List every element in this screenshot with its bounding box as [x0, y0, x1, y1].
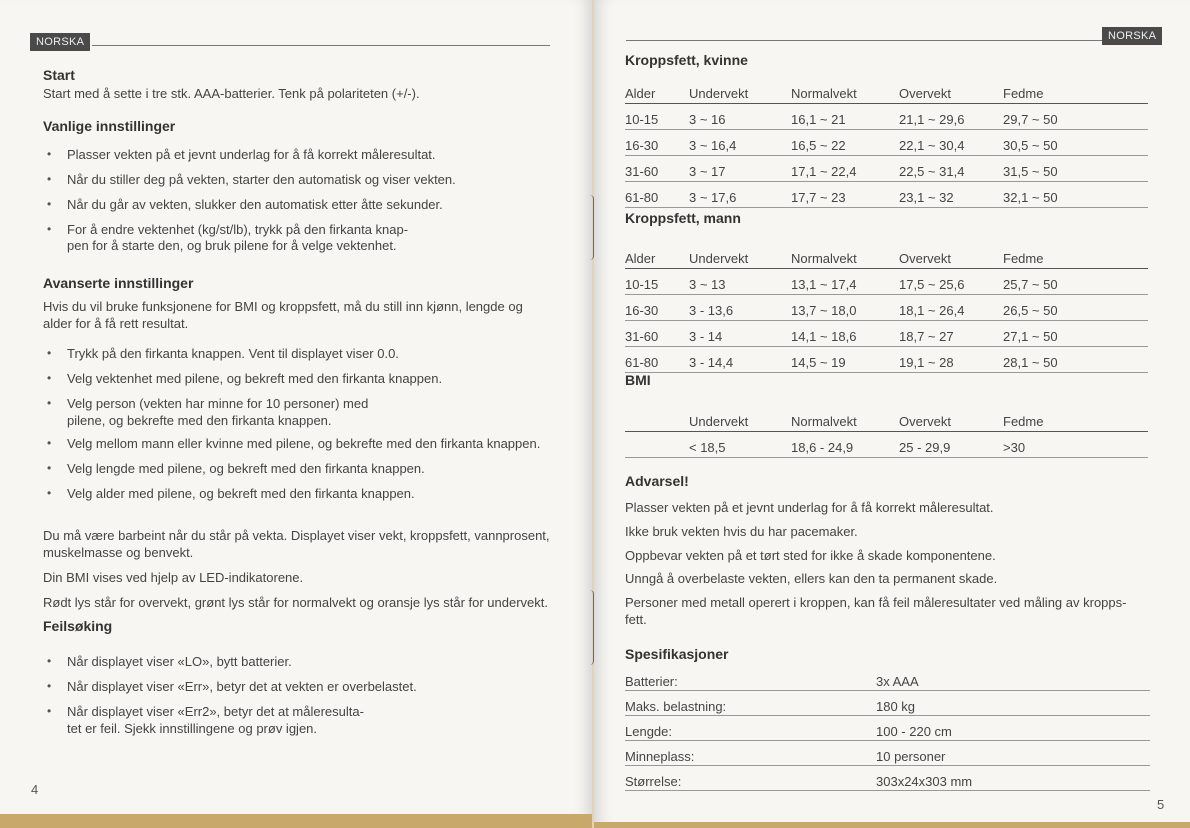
- table-cell: 17,5 ~ 25,6: [899, 277, 965, 292]
- table-cell: 13,1 ~ 17,4: [791, 277, 857, 292]
- table-cell: 3 ~ 16,4: [689, 138, 737, 153]
- table-cell: 16-30: [625, 138, 659, 153]
- list-item: • Plasser vekten på et jevnt underlag for å få korrekt måleresultat.: [43, 146, 563, 171]
- spec-value: 3x AAA: [876, 666, 1150, 691]
- list-item: • Når displayet viser «Err», betyr det at vekten er overbelastet.: [43, 678, 563, 703]
- table-cell: 14,1 ~ 18,6: [791, 329, 857, 344]
- column-header: Undervekt: [689, 251, 749, 266]
- column-header: Normalvekt: [791, 414, 857, 429]
- language-badge: NORSKA: [1102, 27, 1162, 45]
- column-header: Normalvekt: [791, 251, 857, 266]
- bmi-heading: BMI: [625, 372, 651, 388]
- women-bodyfat-table: [625, 78, 1148, 208]
- warning-line: Personer med metall operert i kroppen, kan få feil måleresultater ved måling av kropps-: [625, 595, 1127, 610]
- spec-label: Minneplass:: [625, 741, 876, 766]
- list-item-continuation: pen for å starte den, og bruk pilene for å velge vektenhet.: [67, 238, 397, 253]
- table-cell: 26,5 ~ 50: [1003, 303, 1058, 318]
- table-cell: 23,1 ~ 32: [899, 190, 954, 205]
- warning-line: Oppbevar vekten på et tørt sted for ikke å skade komponentene.: [625, 548, 996, 563]
- list-item: • For å endre vektenhet (kg/st/lb), trykk på den firkanta knap-: [43, 221, 563, 240]
- list-item: • Når du stiller deg på vekten, starter den automatisk og viser vekten.: [43, 171, 563, 196]
- paragraph-barefoot-2: muskelmasse og benvekt.: [43, 545, 194, 560]
- table-cell: 29,7 ~ 50: [1003, 112, 1058, 127]
- table-cell: 3 - 14: [689, 329, 723, 344]
- table-cell: >30: [1003, 440, 1026, 455]
- warning-line: Plasser vekten på et jevnt underlag for å få korrekt måleresultat.: [625, 500, 994, 515]
- spec-row: [625, 741, 1150, 766]
- column-header: Fedme: [1003, 86, 1044, 101]
- table-cell: 25,7 ~ 50: [1003, 277, 1058, 292]
- warning-line: Ikke bruk vekten hvis du har pacemaker.: [625, 524, 858, 539]
- page-edge-band: [594, 822, 1190, 828]
- table-cell: 3 ~ 13: [689, 277, 726, 292]
- table-cell: 10-15: [625, 112, 659, 127]
- warning-line: Unngå å overbelaste vekten, ellers kan den ta permanent skade.: [625, 571, 998, 586]
- table-cell: 30,5 ~ 50: [1003, 138, 1058, 153]
- spec-label: Størrelse:: [625, 766, 876, 791]
- table-cell: 25 - 29,9: [899, 440, 951, 455]
- table-row: [625, 130, 1148, 156]
- table-row: [625, 321, 1148, 347]
- language-badge: NORSKA: [30, 33, 90, 51]
- table-cell: 27,1 ~ 50: [1003, 329, 1058, 344]
- warning-heading: Advarsel!: [625, 473, 689, 489]
- table-cell: 3 - 14,4: [689, 355, 734, 370]
- table-cell: 3 ~ 16: [689, 112, 726, 127]
- spec-label: Maks. belastning:: [625, 691, 876, 716]
- table-cell: 32,1 ~ 50: [1003, 190, 1058, 205]
- spec-row: [625, 766, 1150, 791]
- list-item-line: pilene, og bekrefte med den firkanta knappen.: [67, 413, 332, 428]
- paragraph-bmi-led: Din BMI vises ved hjelp av LED-indikatorene.: [43, 570, 304, 585]
- list-item: • Når du går av vekten, slukker den automatisk etter åtte sekunder.: [43, 196, 563, 221]
- table-header-row: [625, 243, 1148, 269]
- table-cell: 61-80: [625, 190, 659, 205]
- start-text: Start med å sette i tre stk. AAA-batterier. Tenk på polariteten (+/-).: [43, 86, 420, 101]
- women-bodyfat-heading: Kroppsfett, kvinne: [625, 52, 748, 68]
- list-item: • Velg mellom mann eller kvinne med pilene, og bekrefte med den firkanta knappen.: [43, 435, 573, 460]
- table-row: [625, 182, 1148, 208]
- column-header: Overvekt: [899, 86, 952, 101]
- table-cell: 3 ~ 17,6: [689, 190, 737, 205]
- table-cell: 21,1 ~ 29,6: [899, 112, 965, 127]
- table-cell: 31,5 ~ 50: [1003, 164, 1058, 179]
- table-row: [625, 104, 1148, 130]
- list-item: [43, 703, 563, 739]
- table-cell: 3 - 13,6: [689, 303, 734, 318]
- header-rule: [92, 45, 550, 46]
- troubleshooting-list: [43, 653, 563, 739]
- table-cell: 3 ~ 17: [689, 164, 726, 179]
- spec-value: 303x24x303 mm: [876, 766, 1150, 791]
- table-cell: 17,7 ~ 23: [791, 190, 846, 205]
- spec-value: 10 personer: [876, 741, 1150, 766]
- column-header: Alder: [625, 251, 656, 266]
- header-rule: [626, 40, 1104, 41]
- list-item: • Velg lengde med pilene, og bekreft med den firkanta knappen.: [43, 460, 573, 485]
- page-number-left: 4: [31, 782, 39, 797]
- column-header: Overvekt: [899, 251, 952, 266]
- table-cell: 17,1 ~ 22,4: [791, 164, 857, 179]
- column-header: Normalvekt: [791, 86, 857, 101]
- page-edge-band: [0, 814, 592, 828]
- table-cell: 18,6 - 24,9: [791, 440, 854, 455]
- specifications-heading: Spesifikasjoner: [625, 646, 729, 662]
- table-cell: 28,1 ~ 50: [1003, 355, 1058, 370]
- specifications-table: [625, 666, 1150, 791]
- start-heading: Start: [43, 67, 75, 83]
- table-cell: 13,7 ~ 18,0: [791, 303, 857, 318]
- table-cell: 18,1 ~ 26,4: [899, 303, 965, 318]
- table-cell: 22,5 ~ 31,4: [899, 164, 965, 179]
- column-header: Fedme: [1003, 251, 1044, 266]
- table-cell: 16,5 ~ 22: [791, 138, 846, 153]
- table-row: [625, 295, 1148, 321]
- spec-row: [625, 716, 1150, 741]
- advanced-settings-list: [43, 345, 573, 510]
- men-bodyfat-heading: Kroppsfett, mann: [625, 210, 741, 226]
- advanced-intro-line-2: alder for å få rett resultat.: [43, 316, 189, 331]
- left-page: [0, 0, 592, 828]
- advanced-settings-heading: Avanserte innstillinger: [43, 275, 194, 291]
- basic-settings-list: [43, 146, 563, 240]
- table-row: [625, 156, 1148, 182]
- warning-line: fett.: [625, 612, 647, 627]
- spec-row: [625, 691, 1150, 716]
- table-header-row: [625, 406, 1148, 432]
- list-item-line: Velg person (vekten har minne for 10 personer) med: [67, 396, 369, 411]
- paragraph-lights: Rødt lys står for overvekt, grønt lys står for normalvekt og oransje lys står for undervekt.: [43, 595, 549, 610]
- table-cell: 19,1 ~ 28: [899, 355, 954, 370]
- table-cell: 14,5 ~ 19: [791, 355, 846, 370]
- spec-row: [625, 666, 1150, 691]
- troubleshooting-heading: Feilsøking: [43, 618, 113, 634]
- list-item: • Når displayet viser «LO», bytt batterier.: [43, 653, 563, 678]
- table-row: [625, 269, 1148, 295]
- paragraph-barefoot-1: Du må være barbeint når du står på vekta. Displayet viser vekt, kroppsfett, vannprosent,: [43, 528, 550, 543]
- list-item: • Trykk på den firkanta knappen. Vent til displayet viser 0.0.: [43, 345, 573, 370]
- list-item-line: Når displayet viser «Err2», betyr det at måleresulta-: [67, 704, 364, 719]
- table-cell: [625, 432, 689, 458]
- list-item: • Velg alder med pilene, og bekreft med den firkanta knappen.: [43, 485, 573, 510]
- table-row: [625, 432, 1148, 458]
- table-cell: 31-60: [625, 164, 659, 179]
- spec-label: Batterier:: [625, 666, 876, 691]
- table-cell: 22,1 ~ 30,4: [899, 138, 965, 153]
- spec-value: 100 - 220 cm: [876, 716, 1150, 741]
- column-header: Undervekt: [689, 414, 749, 429]
- list-item: • Velg vektenhet med pilene, og bekreft med den firkanta knappen.: [43, 370, 573, 395]
- list-item: [43, 395, 573, 435]
- column-header: Undervekt: [689, 86, 749, 101]
- page-number-right: 5: [1157, 797, 1165, 812]
- column-header: Overvekt: [899, 414, 952, 429]
- column-header: Alder: [625, 86, 656, 101]
- table-cell: 61-80: [625, 355, 659, 370]
- table-cell: 10-15: [625, 277, 659, 292]
- table-cell: 31-60: [625, 329, 659, 344]
- table-cell: 18,7 ~ 27: [899, 329, 954, 344]
- table-header-row: [625, 78, 1148, 104]
- right-page: [594, 0, 1190, 828]
- column-header: Fedme: [1003, 414, 1044, 429]
- table-cell: 16-30: [625, 303, 659, 318]
- men-bodyfat-table: [625, 243, 1148, 373]
- spec-label: Lengde:: [625, 716, 876, 741]
- table-cell: < 18,5: [689, 440, 726, 455]
- basic-settings-heading: Vanlige innstillinger: [43, 118, 176, 134]
- bmi-table: [625, 406, 1148, 458]
- table-row: [625, 347, 1148, 373]
- column-header: [625, 406, 689, 432]
- spec-value: 180 kg: [876, 691, 1150, 716]
- table-cell: 16,1 ~ 21: [791, 112, 846, 127]
- list-item-line: tet er feil. Sjekk innstillingene og prøv igjen.: [67, 721, 318, 736]
- advanced-intro-line-1: Hvis du vil bruke funksjonene for BMI og kroppsfett, må du still inn kjønn, lengde og: [43, 299, 523, 314]
